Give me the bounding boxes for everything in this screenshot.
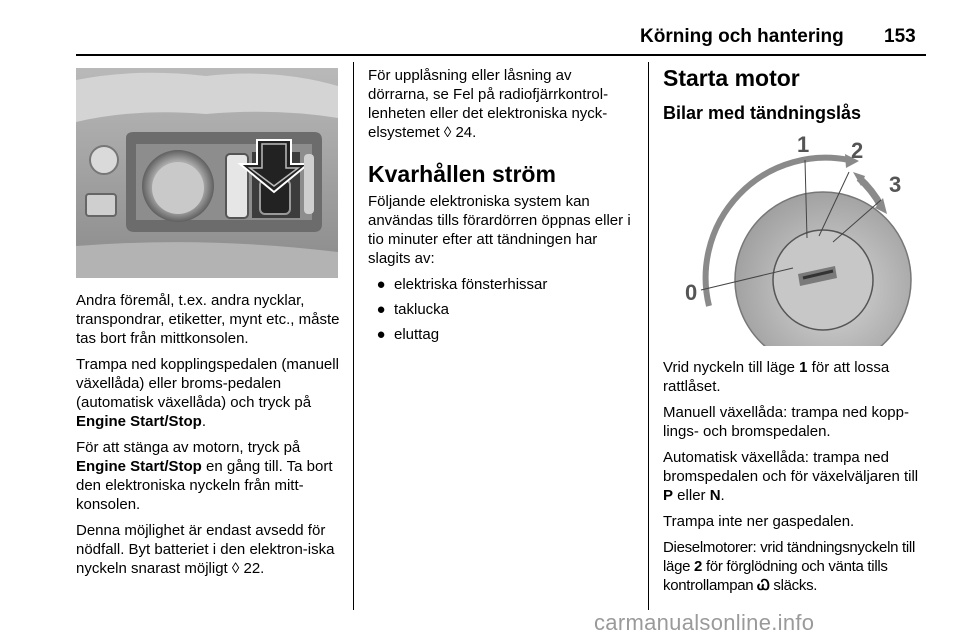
column-divider-2	[648, 62, 649, 610]
paragraph-text: en gång till. Ta bort den elektroniska nyckeln från mitt-konsolen.	[76, 458, 333, 513]
column-divider-1	[353, 62, 354, 610]
list-item-text: elektriska fönsterhissar	[394, 276, 548, 293]
paragraph-manual-gearbox: Manuell växellåda: trampa ned kopp-lings- och bromspedalen.	[663, 404, 909, 440]
paragraph-turn-key	[663, 358, 931, 396]
section-heading: Kvarhållen ström	[368, 161, 556, 187]
page-number: 153	[884, 26, 916, 47]
paragraph-text: Vrid nyckeln till läge	[663, 359, 800, 376]
paragraph-automatic-gearbox	[663, 448, 931, 505]
page-reference-icon: ◊	[443, 124, 452, 141]
paragraph-press-pedal	[76, 355, 346, 431]
console-illustration	[76, 68, 338, 278]
list-item	[368, 275, 633, 294]
gear-letter: P	[663, 487, 674, 504]
column-2	[368, 66, 633, 350]
header-rule	[76, 54, 926, 56]
position-label-0: 0	[685, 280, 698, 305]
page-reference: 24.	[455, 124, 477, 141]
column-3	[663, 358, 931, 602]
position-number: 2	[694, 558, 703, 575]
paragraph-stop-engine	[76, 438, 346, 514]
paragraph-unlocking	[368, 66, 633, 142]
paragraph-text: Trampa ned kopplingspedalen (manuell växellåda) eller broms-pedalen (automatisk växellåda) och tryck på	[76, 356, 339, 411]
section-heading-start-engine: Starta motor	[663, 65, 800, 91]
paragraph-text: För att stänga av motorn, tryck på	[76, 439, 301, 456]
list-item	[368, 300, 633, 319]
console-photo	[76, 68, 338, 278]
column-1	[76, 291, 346, 585]
paragraph-text: eller	[673, 487, 710, 504]
paragraph-text: för förglödning och vänta tills kontrollampan	[663, 558, 888, 594]
running-head: Körning och hantering	[640, 26, 844, 47]
list-item-text: taklucka	[394, 301, 450, 318]
paragraph-text: Denna möjlighet är endast avsedd för nödfall. Byt batteriet i den elektron-iska nyckeln snarast möjligt	[76, 522, 335, 577]
ignition-illustration	[663, 128, 929, 346]
page-reference: 22.	[243, 560, 265, 577]
paragraph-text: för att lossa rattlåset.	[663, 359, 890, 395]
paragraph-text: .	[201, 413, 207, 430]
paragraph-text: .	[720, 487, 725, 504]
paragraph-text: Automatisk växellåda: trampa ned bromspedalen och för växelväljaren till	[663, 449, 919, 485]
paragraph-text: släcks.	[769, 577, 818, 594]
gear-letter: N	[709, 487, 721, 504]
paragraph-text: Dieselmotorer: vrid tändningsnyckeln till läge	[663, 539, 915, 575]
bullet-icon: ●	[376, 276, 386, 293]
paragraph-diesel	[663, 538, 931, 595]
paragraph-text: För upplåsning eller låsning av dörrarna, se Fel på radiofjärrkontrol-lenheten eller det elektroniska nyck-elsystemet	[368, 67, 609, 141]
position-label-2: 2	[851, 138, 864, 163]
page-reference-icon: ◊	[231, 560, 240, 577]
position-label-1: 1	[797, 132, 810, 157]
ignition-switch-diagram	[663, 128, 929, 346]
bullet-icon: ●	[376, 301, 386, 318]
paragraph-emergency	[76, 521, 346, 578]
list-item	[368, 325, 633, 344]
glow-plug-icon: Ꮗ	[757, 577, 770, 594]
paragraph-retained-power: Följande elektroniska system kan användas tills förardörren öppnas eller i tio minuter efter att tändningen har slagits av:	[368, 193, 631, 267]
position-number: 1	[799, 359, 808, 376]
control-name: Engine Start/Stop	[76, 413, 202, 430]
paragraph-accelerator: Trampa inte ner gaspedalen.	[663, 513, 855, 530]
control-name: Engine Start/Stop	[76, 458, 202, 475]
list-item-text: eluttag	[394, 326, 440, 343]
position-label-3: 3	[889, 172, 902, 197]
paragraph-remove-objects: Andra föremål, t.ex. andra nycklar, transpondrar, etiketter, mynt etc., måste tas bort från mittkonsolen.	[76, 292, 340, 347]
watermark: carmanualsonline.info	[594, 610, 815, 635]
subheading-ignition-lock: Bilar med tändningslås	[663, 103, 862, 123]
bullet-icon: ●	[376, 326, 386, 343]
